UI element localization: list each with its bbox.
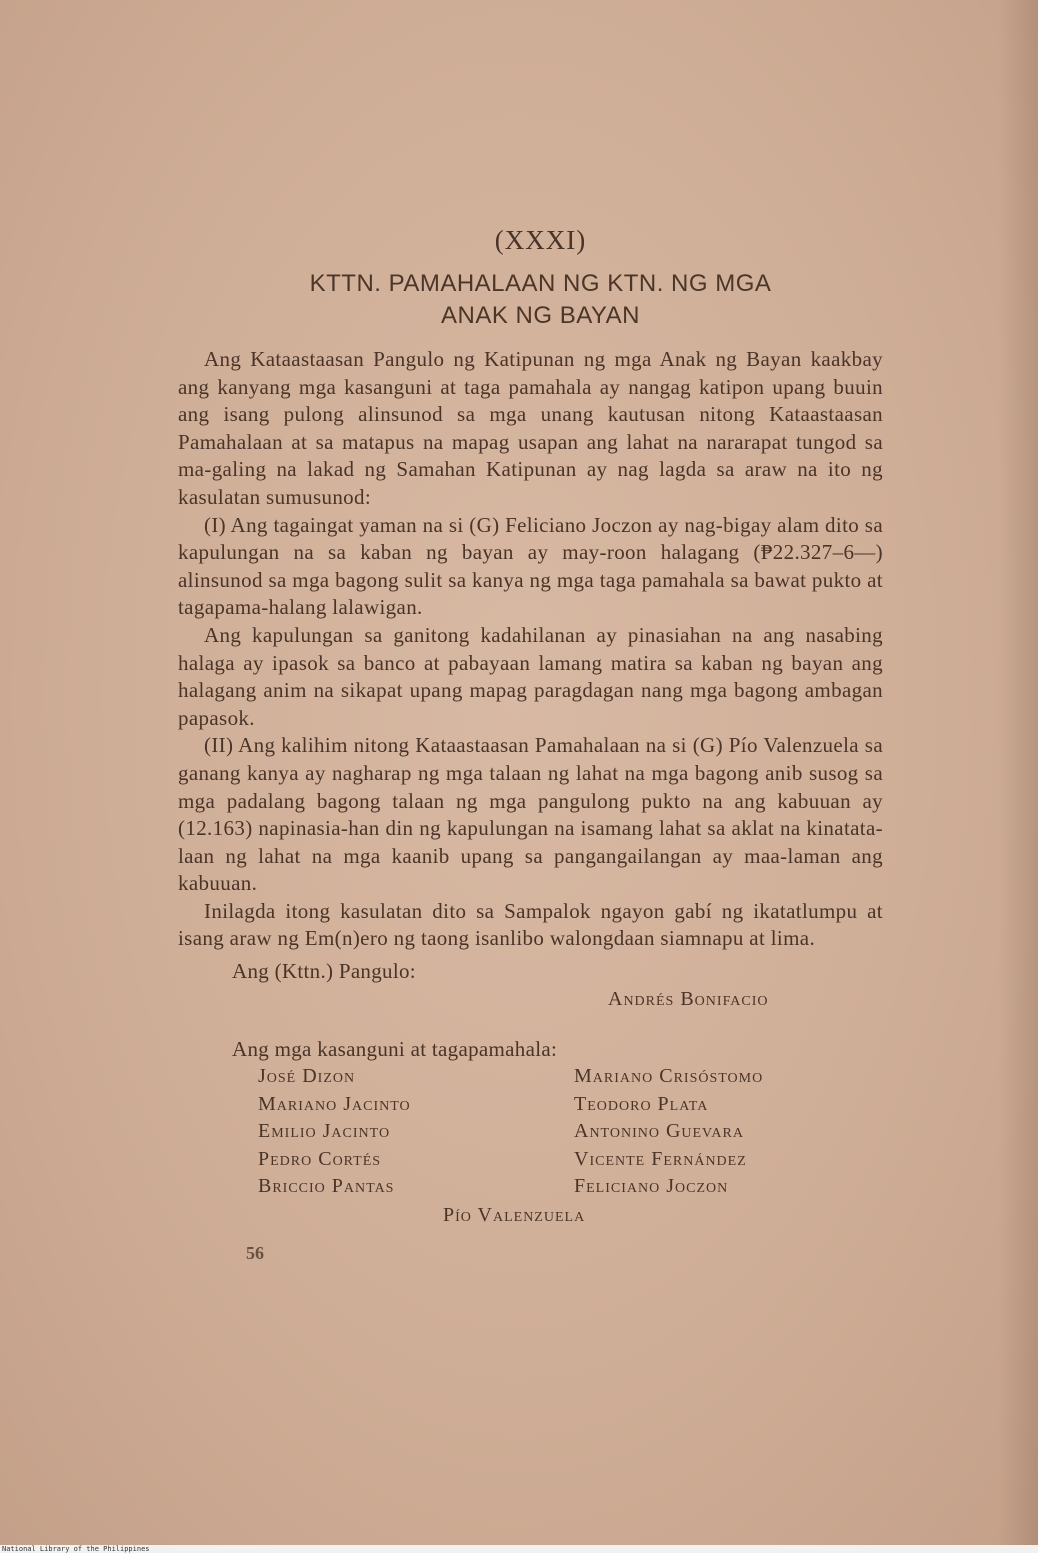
council-member: José Dizon — [258, 1065, 356, 1088]
council-names — [258, 1063, 883, 1201]
council-member: Pío Valenzuela — [443, 1204, 586, 1227]
council-member: Briccio Pantas — [258, 1175, 395, 1198]
page-text — [178, 222, 883, 1264]
council-member: Feliciano Joczon — [574, 1175, 729, 1198]
library-credit: National Library of the Philippines — [2, 1545, 150, 1553]
council-member: Emilio Jacinto — [258, 1120, 391, 1143]
council-member: Antonino Guevara — [574, 1120, 744, 1143]
page-number: 56 — [246, 1243, 264, 1264]
council-member: Mariano Jacinto — [258, 1092, 411, 1115]
president-signature: Andrés Bonifacio — [608, 988, 769, 1011]
paragraph: Ang Kataastaasan Pangulo ng Katipunan ng mga Anak ng Bayan kaakbay ang kanyang mga kasanguni at taga pamahala ay nangag katipon upang buuin ang isang pulong alinsunod sa mga unang kautusan nitong Kataastaasan Pamahalaan at sa matapus na mapag usapan ang lahat na nararapat tungod sa ma-galing na lakad ng Samahan Katipunan ay nag lagda sa araw na ito ng kasulatan sumusunod: — [178, 347, 883, 509]
paragraph: (I) Ang tagaingat yaman na si (G) Feliciano Joczon ay nag-bigay alam dito sa kapulungan na sa kaban ng bayan ay may-roon halagang (₱22.327–6—) alinsunod sa mga bagong sulit sa kanya ng mga taga pamahala sa bawat pukto at tagapama-halang lalawigan. — [178, 512, 883, 620]
section-heading — [178, 268, 883, 332]
council-member: Vicente Fernández — [574, 1147, 747, 1170]
paragraph: Inilagda itong kasulatan dito sa Sampalok ngayon gabí ng ikatatlumpu at isang araw ng Em(n)ero ng taong isanlibo walongdaan siamnapu at lima. — [178, 898, 883, 951]
page-edge-shadow — [998, 0, 1038, 1545]
council-member: Mariano Crisóstomo — [574, 1065, 764, 1088]
president-label: Ang (Kttn.) Pangulo: — [232, 959, 416, 984]
council-member: Teodoro Plata — [574, 1092, 709, 1115]
section-numeral: (XXXI) — [494, 225, 587, 255]
paragraph: (II) Ang kalihim nitong Kataastaasan Pamahalaan na si (G) Pío Valenzuela sa ganang kanya ay nagharap ng mga talaan ng lahat na mga bagong anib susog sa mga padalang bagong talaan ng mga pangulong pukto na ang kabuuan ay (12.163) napinasia-han din ng kapulungan na isamang lahat sa aklat na kinatata-laan ng lahat na mga kaanib upang sa pangangailangan ay maa-laman ang kabuuan. — [178, 733, 883, 896]
council-member: Pedro Cortés — [258, 1147, 382, 1170]
heading-line: ANAK NG BAYAN — [441, 302, 640, 329]
paragraph: Ang kapulungan sa ganitong kadahilanan ay pinasiahan na ang nasabing halaga ay ipasok sa banco at pabayaan lamang matira sa kaban ng bayan ang halagang anim na sikapat upang mapag paragdagan nang mga bagong ambagan papasok. — [178, 622, 883, 730]
heading-line: KTTN. PAMAHALAAN NG KTN. NG MGA — [309, 270, 772, 297]
council-label: Ang mga kasanguni at tagapamahala: — [232, 1037, 558, 1062]
